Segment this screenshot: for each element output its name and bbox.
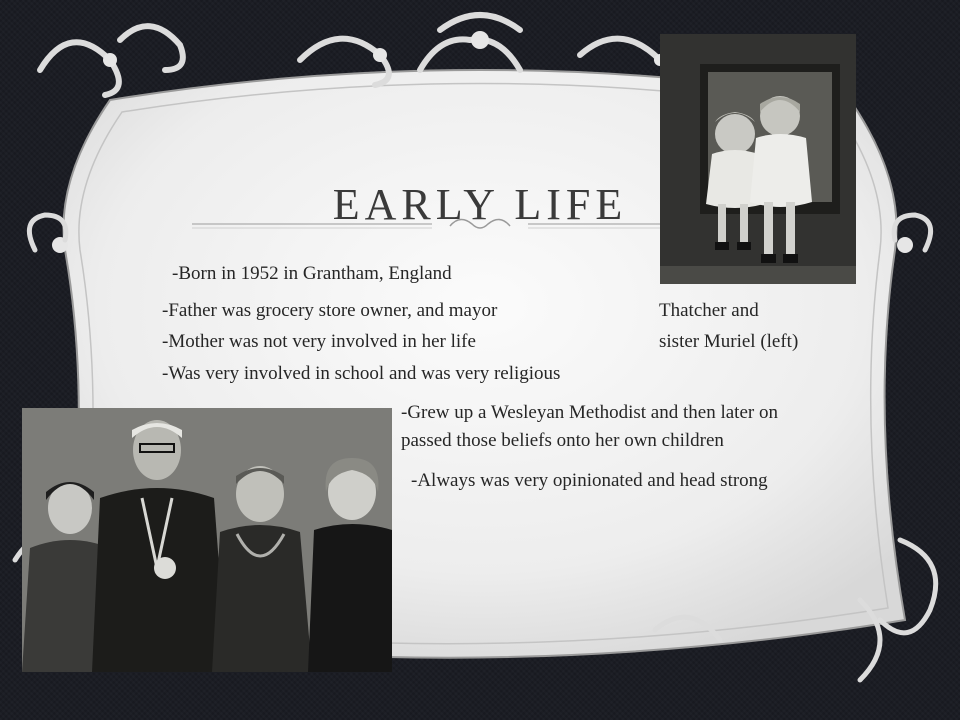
photo-caption-line1: Thatcher and xyxy=(659,300,759,321)
bullet-methodist-line1: -Grew up a Wesleyan Methodist and then later on xyxy=(401,402,778,423)
photo-caption-line2: sister Muriel (left) xyxy=(659,331,799,352)
bullet-born: -Born in 1952 in Grantham, England xyxy=(172,263,452,284)
photo-family xyxy=(22,408,392,672)
flourish-icon xyxy=(450,219,510,228)
slide-title: EARLY LIFE xyxy=(332,180,628,230)
bullet-school: -Was very involved in school and was very religious xyxy=(162,363,561,384)
bullet-mother: -Mother was not very involved in her life xyxy=(162,331,476,352)
bullet-methodist-line2: passed those beliefs onto her own children xyxy=(401,430,724,451)
photo-sisters xyxy=(660,34,856,284)
bullet-father: -Father was grocery store owner, and mayor xyxy=(162,300,498,321)
bullet-opinionated: -Always was very opinionated and head strong xyxy=(411,470,768,491)
